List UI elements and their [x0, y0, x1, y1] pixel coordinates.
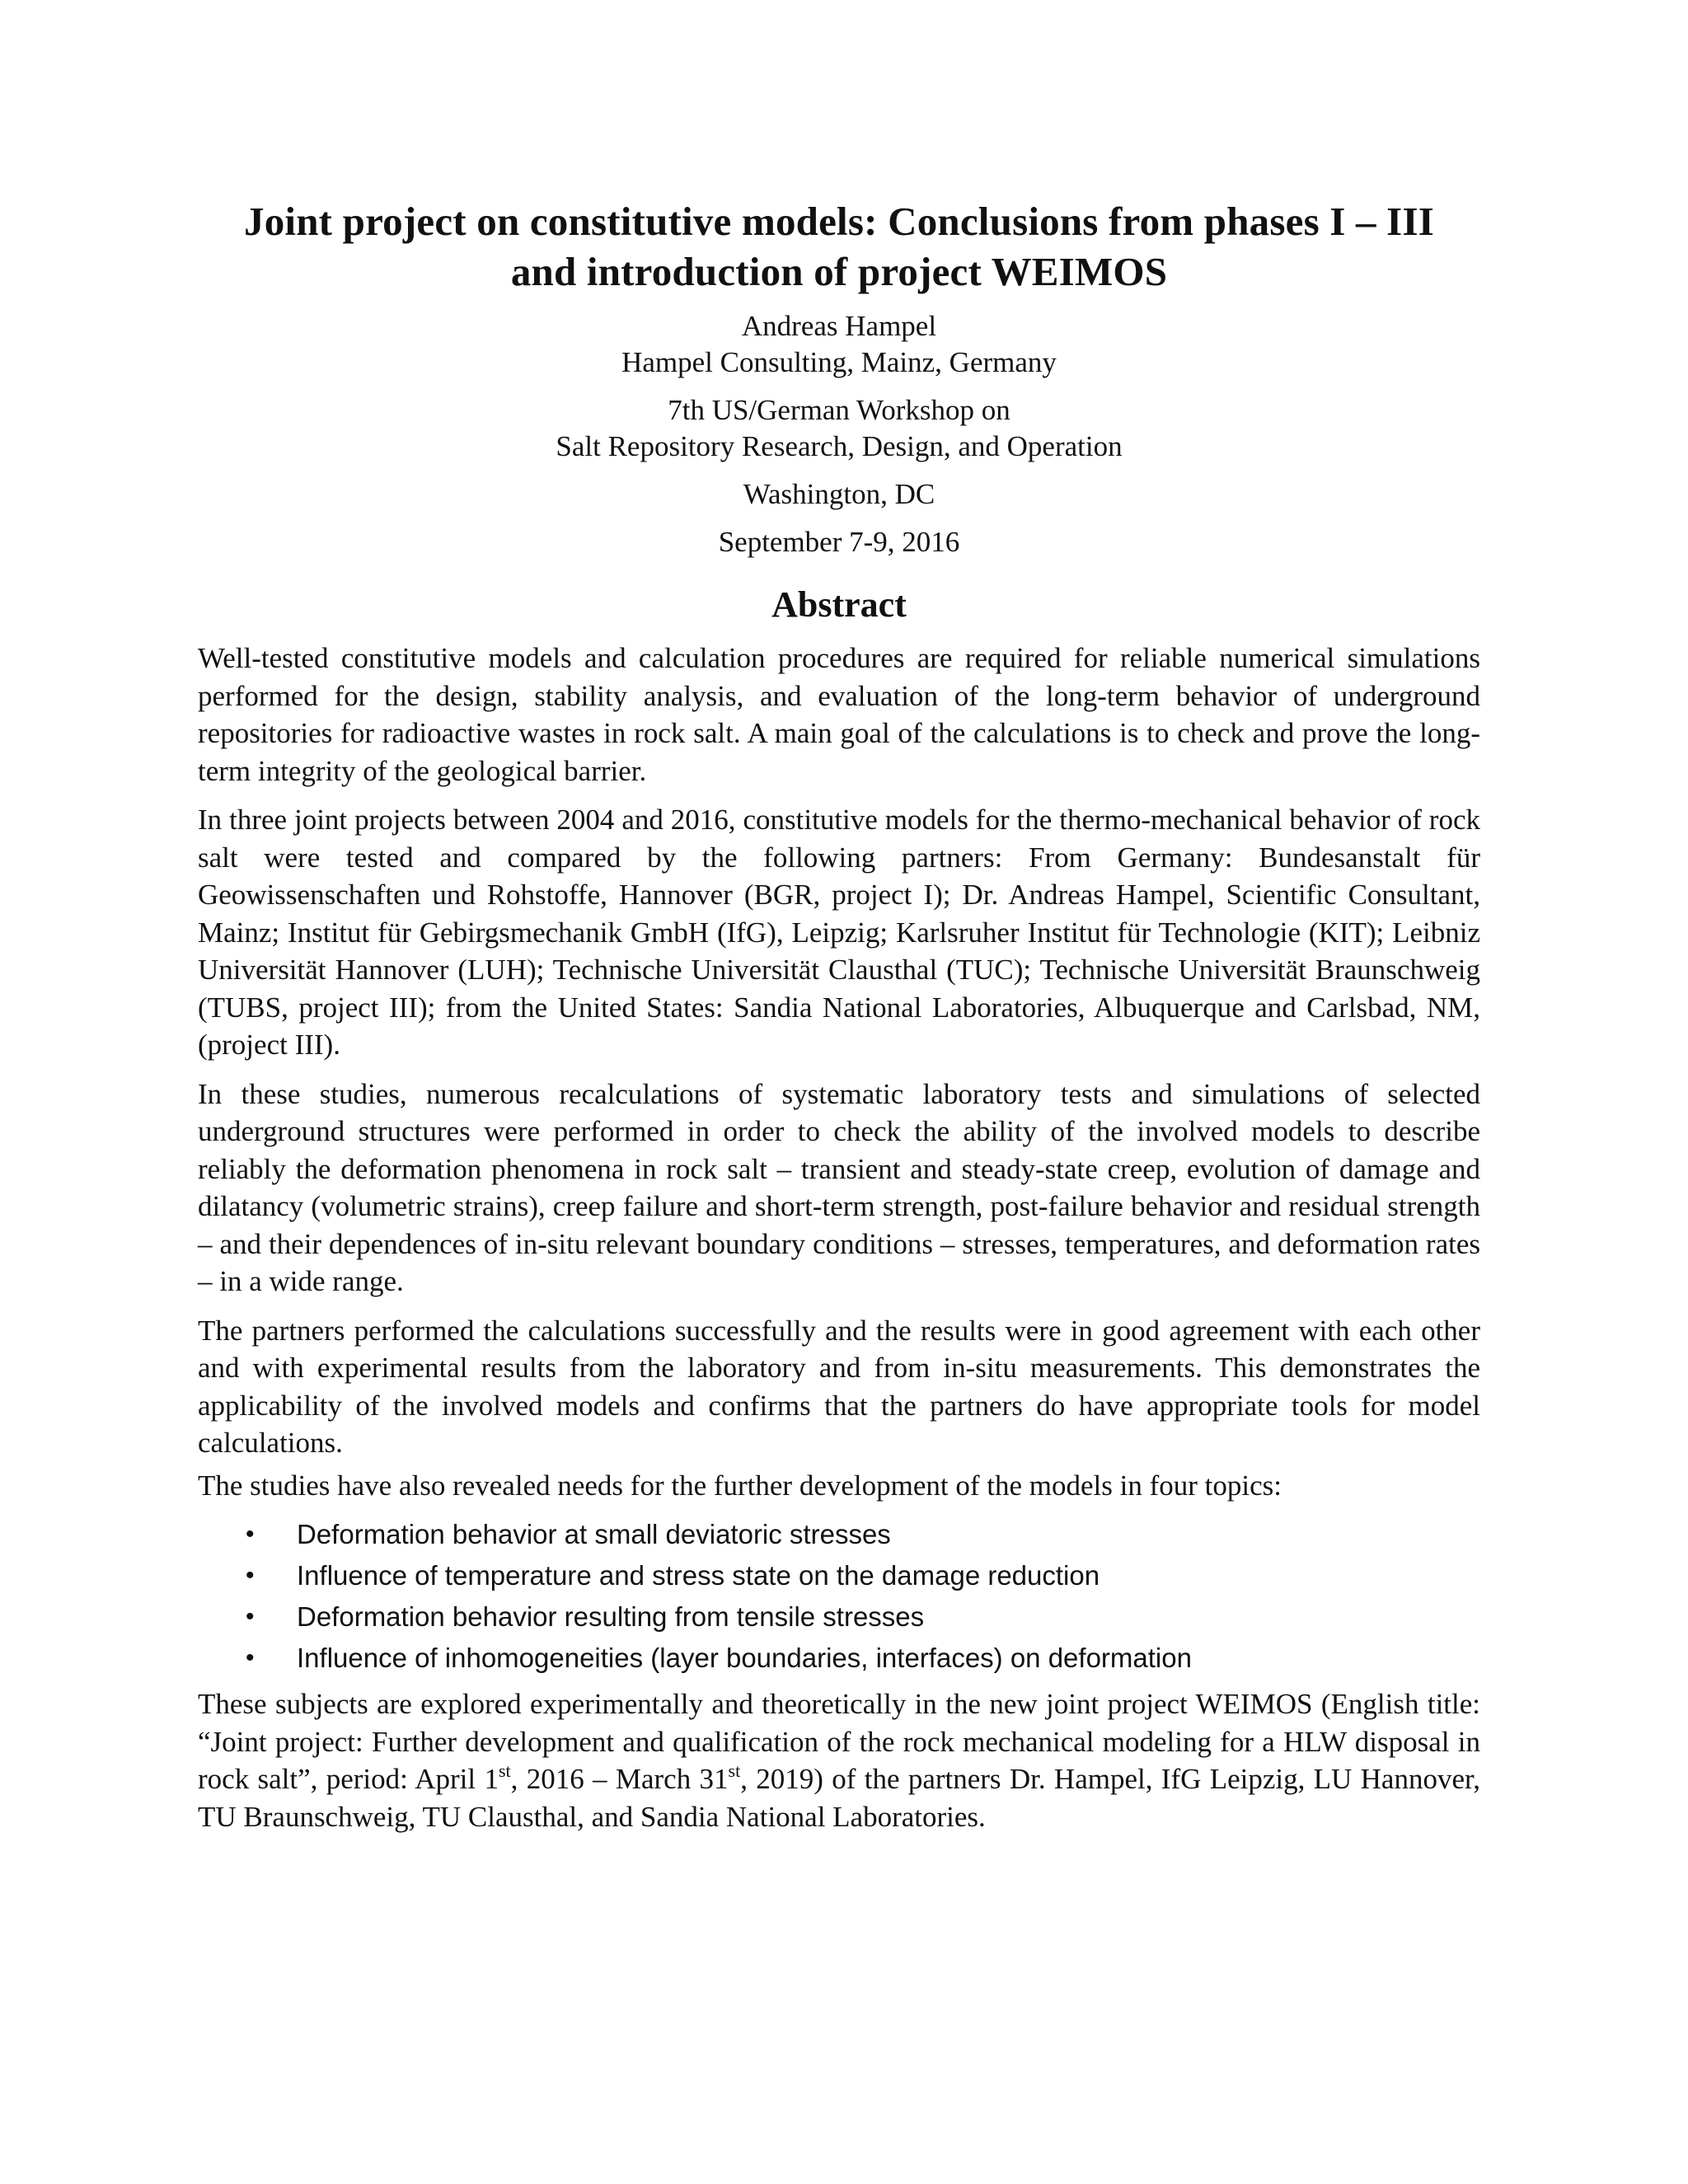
author-name: Andreas Hampel	[741, 310, 937, 342]
ordinal-suffix-2: st	[728, 1760, 741, 1781]
topics-list	[198, 1514, 1480, 1679]
abstract-paragraph-4: The partners performed the calculations successfully and the results were in good agreement with each other and with experimental results from the laboratory and from in-situ measurements. This demonstrates the applicability of the involved models and confirms that the partners do have appropriate tools for model calculations.	[198, 1314, 1480, 1459]
list-item	[246, 1555, 1480, 1596]
abstract-paragraph-3: In these studies, numerous recalculations of systematic laboratory tests and simulations of selected underground structures were performed in order to check the ability of the involved models to describe reliably the deformation phenomena in rock salt – transient and steady-state creep, evolution of damage and dilatancy (volumetric strains), creep failure and short-term strength, post-failure behavior and residual strength – and their dependences of in-situ relevant boundary conditions – stresses, temperatures, and deformation rates – in a wide range.	[198, 1077, 1480, 1297]
list-item-text: Influence of temperature and stress state on the damage reduction	[297, 1560, 1100, 1591]
author-affiliation: Hampel Consulting, Mainz, Germany	[621, 346, 1057, 378]
paragraph-6-part-1: These subjects are explored experimentally and theoretically in the new joint project WEIMOS (English title: “Joint project: Further development and qualification of the rock mechanical modeling for a HLW disposal in rock salt”, period: April 1	[198, 1688, 1480, 1795]
list-item	[246, 1596, 1480, 1638]
paper-page	[198, 196, 1480, 1847]
list-item-text: Deformation behavior resulting from tensile stresses	[297, 1601, 925, 1632]
event-date-text: September 7-9, 2016	[718, 526, 960, 558]
event-location-text: Washington, DC	[743, 478, 935, 510]
paper-title-line-1: Joint project on constitutive models: Conclusions from phases I – III	[244, 199, 1434, 244]
event-name-line-2: Salt Repository Research, Design, and Operation	[556, 430, 1123, 462]
abstract-heading: Abstract	[771, 584, 907, 625]
paper-title-line-2: and introduction of project WEIMOS	[510, 249, 1168, 294]
event-location	[198, 476, 1480, 513]
paper-meta	[198, 308, 1480, 560]
bullet-icon: •	[246, 1521, 255, 1548]
author-block	[198, 308, 1480, 381]
bullet-icon: •	[246, 1644, 255, 1671]
event-name-line-1: 7th US/German Workshop on	[668, 394, 1010, 426]
list-item-text: Deformation behavior at small deviatoric stresses	[297, 1519, 891, 1549]
abstract-paragraph-2: In three joint projects between 2004 and 2016, constitutive models for the thermo-mechanical behavior of rock salt were tested and compared by the following partners: From Germany: Bundesanstalt für Geowissenschaften und Rohstoffe, Hannover (BGR, project I); Dr. Andreas Hampel, Scientific Consultant, Mainz; Institut für Gebirgsmechanik GmbH (IfG), Leipzig; Karlsruher Institut für Technologie (KIT); Leibniz Universität Hannover (LUH); Technische Universität Clausthal (TUC); Technische Universität Braunschweig (TUBS, project III); from the United States: Sandia National Laboratories, Albuquerque and Carlsbad, NM, (project III).	[198, 804, 1480, 1061]
list-item	[246, 1638, 1480, 1679]
list-item	[246, 1514, 1480, 1555]
ordinal-suffix-1: st	[498, 1760, 511, 1781]
paragraph-6-part-3: , 2019) of the partners Dr. Hampel, IfG Leipzig, LU Hannover, TU Braunschweig, TU Clausthal, and Sandia National Laboratories.	[198, 1763, 1480, 1833]
event-date	[198, 524, 1480, 560]
bullet-icon: •	[246, 1562, 255, 1589]
abstract-paragraph-6	[198, 1685, 1480, 1835]
list-item-text: Influence of inhomogeneities (layer boundaries, interfaces) on deformation	[297, 1643, 1192, 1673]
event-block	[198, 392, 1480, 465]
abstract-paragraph-5: The studies have also revealed needs for the further development of the models in four topics:	[198, 1469, 1282, 1502]
bullet-icon: •	[246, 1603, 255, 1630]
abstract-paragraph-1: Well-tested constitutive models and calculation procedures are required for reliable numerical simulations performed for the design, stability analysis, and evaluation of the long-term behavior of underground repositories for radioactive wastes in rock salt. A main goal of the calculations is to check and prove the long-term integrity of the geological barrier.	[198, 642, 1480, 787]
paragraph-6-part-2: , 2016 – March 31	[510, 1763, 729, 1795]
paper-title	[198, 196, 1480, 297]
